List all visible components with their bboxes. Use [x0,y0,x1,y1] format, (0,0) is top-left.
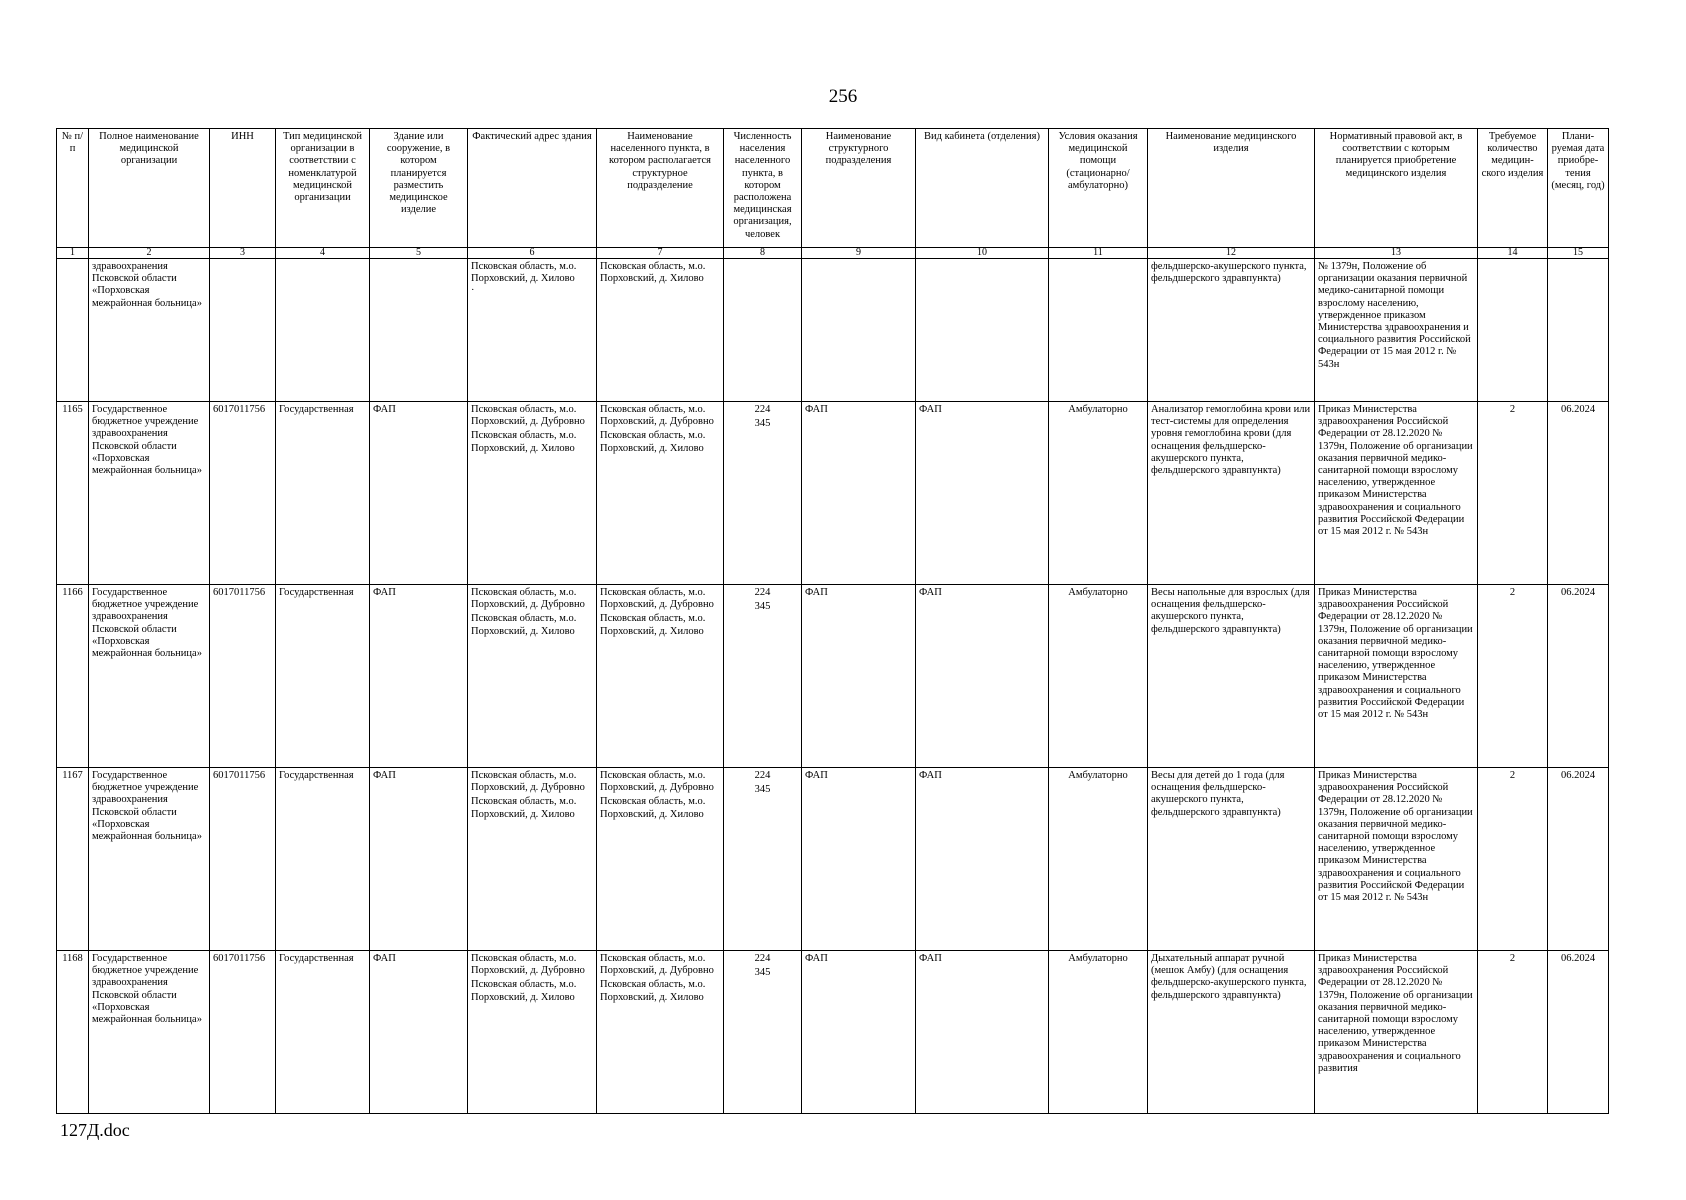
population-value: 224 [754,770,771,781]
cell-settlement [597,768,724,951]
cell-address [468,951,597,1114]
address-line: Псковская область, м.о. Порховский, д. Дубровно [471,770,585,794]
cell-population [724,402,802,585]
cell-act: Приказ Министерства здравоохранения Российской Федерации от 28.12.2020 № 1379н, Положение об организации оказания первичной медико-санитарной помощи взрослому населению, утвержденное приказом Министерства здравоохранения и социального развития Российской Федерации от 15 мая 2012 г. № 543н [1315,768,1478,951]
cell-population [724,951,802,1114]
cell-date: 06.2024 [1548,768,1609,951]
header-cell: Полное наименование медицинской организации [89,129,210,248]
cell-device: Весы для детей до 1 года (для оснащения фельдшерско-акушерского пункта, фельдшерского здравпункта) [1148,768,1315,951]
cell-building [370,259,468,402]
settlement-line: Псковская область, м.о. Порховский, д. Дубровно [600,770,714,794]
cell-date [1548,259,1609,402]
header-cell: Вид кабинета (отделения) [916,129,1049,248]
continuation-row [57,259,1609,402]
address-line: Псковская область, м.о. Порховский, д. Хилово [471,613,577,637]
header-cell: Численность населения населенного пункта, в котором расположена медицинская организация, человек [724,129,802,248]
cell-act: Приказ Министерства здравоохранения Российской Федерации от 28.12.2020 № 1379н, Положение об организации оказания первичной медико-санитарной помощи взрослому населению, утвержденное приказом Министерства здравоохранения и социального развития Российской Федерации от 15 мая 2012 г. № 543н [1315,402,1478,585]
cell-type: Государственная [276,402,370,585]
cell-num: 1166 [57,585,89,768]
equipment-table [56,128,1609,1114]
cell-unit: ФАП [802,951,916,1114]
settlement-line: Псковская область, м.о. Порховский, д. Хилово [600,613,706,637]
address-line: Псковская область, м.о. Порховский, д. Хилово [471,430,577,454]
address-text: Псковская область, м.о. Порховский, д. Хилово [471,261,577,285]
cell-device: фельдшерско-акушерского пункта, фельдшерского здравпункта) [1148,259,1315,402]
population-value: 345 [754,418,771,430]
cell-cabinet: ФАП [916,585,1049,768]
population-value: 345 [754,967,771,979]
cell-inn [210,259,276,402]
cell-num [57,259,89,402]
cell-type [276,259,370,402]
header-cell: ИНН [210,129,276,248]
header-cell: Наименование медицинского изделия [1148,129,1315,248]
cell-address [468,259,597,402]
column-number: 2 [89,248,210,259]
header-cell: Здание или сооружение, в котором планируется разместить медицинское изделие [370,129,468,248]
cell-num: 1168 [57,951,89,1114]
cell-settlement [597,951,724,1114]
cell-num: 1167 [57,768,89,951]
header-cell: № п/п [57,129,89,248]
cell-cabinet: ФАП [916,402,1049,585]
column-number: 11 [1049,248,1148,259]
cell-device: Весы напольные для взрослых (для оснащения фельдшерско-акушерского пункта, фельдшерского здравпункта) [1148,585,1315,768]
population-value: 224 [754,404,771,415]
cell-population [724,259,802,402]
column-number: 1 [57,248,89,259]
column-number: 5 [370,248,468,259]
column-number: 7 [597,248,724,259]
table-row [57,402,1609,585]
header-cell: Наименование населенного пункта, в котором располагается структурное подразделение [597,129,724,248]
cell-date: 06.2024 [1548,402,1609,585]
cell-num: 1165 [57,402,89,585]
column-number: 10 [916,248,1049,259]
column-number: 8 [724,248,802,259]
cell-act: Приказ Министерства здравоохранения Российской Федерации от 28.12.2020 № 1379н, Положение об организации оказания первичной медико-санитарной помощи взрослому населению, утвержденное приказом Министерства здравоохранения и социального развития Российской Федерации от 15 мая 2012 г. № 543н [1315,585,1478,768]
column-number: 3 [210,248,276,259]
cell-inn: 6017011756 [210,768,276,951]
cell-unit: ФАП [802,585,916,768]
cell-date: 06.2024 [1548,951,1609,1114]
address-line: Псковская область, м.о. Порховский, д. Дубровно [471,953,585,977]
cell-building: ФАП [370,768,468,951]
settlement-line: Псковская область, м.о. Порховский, д. Дубровно [600,404,714,428]
cell-type: Государственная [276,951,370,1114]
cell-act: № 1379н, Положение об организации оказания первичной медико-санитарной помощи взрослому населению, утвержденное приказом Министерства здравоохранения и социального развития Российской Федерации от 15 мая 2012 г. № 543н [1315,259,1478,402]
address-line: Псковская область, м.о. Порховский, д. Дубровно [471,404,585,428]
population-value: 345 [754,601,771,613]
header-row [57,129,1609,248]
cell-conditions: Амбулаторно [1049,951,1148,1114]
table-row [57,585,1609,768]
column-number: 4 [276,248,370,259]
cell-population [724,585,802,768]
column-number: 15 [1548,248,1609,259]
column-number: 6 [468,248,597,259]
cell-address [468,585,597,768]
address-line: Псковская область, м.о. Порховский, д. Хилово [471,796,577,820]
cell-address [468,768,597,951]
footer-filename: 127Д.doc [60,1120,130,1140]
cell-org: Государственное бюджетное учреждение здравоохранения Псковской области «Порховская межрайонная больница» [89,402,210,585]
population-value: 224 [754,953,771,964]
cell-unit: ФАП [802,402,916,585]
address-line: Псковская область, м.о. Порховский, д. Хилово [471,979,577,1003]
cell-cabinet: ФАП [916,951,1049,1114]
cell-inn: 6017011756 [210,951,276,1114]
settlement-line: Псковская область, м.о. Порховский, д. Хилово [600,979,706,1003]
column-number: 13 [1315,248,1478,259]
cell-org: здравоохранения Псковской области «Порховская межрайонная больница» [89,259,210,402]
cell-conditions: Амбулаторно [1049,402,1148,585]
column-number: 14 [1478,248,1548,259]
cell-device: Дыхательный аппарат ручной (мешок Амбу) (для оснащения фельдшерско-акушерского пункта, фельдшерского здравпункта) [1148,951,1315,1114]
cell-settlement [597,402,724,585]
cell-population [724,768,802,951]
population-value: 224 [754,587,771,598]
cell-cabinet: ФАП [916,768,1049,951]
header-cell: Плани-руемая дата приобре-тения (месяц, год) [1548,129,1609,248]
cell-type: Государственная [276,585,370,768]
page-number: 256 [828,86,858,107]
cell-settlement: Псковская область, м.о. Порховский, д. Хилово [597,259,724,402]
cell-date: 06.2024 [1548,585,1609,768]
header-cell: Тип медицинской организации в соответствии с номенклатурой медицинской организации [276,129,370,248]
cell-org: Государственное бюджетное учреждение здравоохранения Псковской области «Порховская межрайонная больница» [89,585,210,768]
cell-conditions [1049,259,1148,402]
header-cell: Условия оказания медицинской помощи (стационарно/ амбулаторно) [1049,129,1148,248]
cell-inn: 6017011756 [210,585,276,768]
address-line: Псковская область, м.о. Порховский, д. Дубровно [471,587,585,611]
header-cell: Требуемое количество медицин-ского изделия [1478,129,1548,248]
header-cell: Наименование структурного подразделения [802,129,916,248]
cell-unit: ФАП [802,768,916,951]
settlement-line: Псковская область, м.о. Порховский, д. Хилово [600,796,706,820]
cell-building: ФАП [370,402,468,585]
header-cell: Нормативный правовой акт, в соответствии с которым планируется приобретение медицинского изделия [1315,129,1478,248]
population-value: 345 [754,784,771,796]
cell-qty: 2 [1478,951,1548,1114]
settlement-line: Псковская область, м.о. Порховский, д. Хилово [600,430,706,454]
cell-qty: 2 [1478,585,1548,768]
cell-conditions: Амбулаторно [1049,768,1148,951]
table-row [57,768,1609,951]
cell-settlement [597,585,724,768]
cell-address [468,402,597,585]
cell-qty: 2 [1478,768,1548,951]
cell-building: ФАП [370,951,468,1114]
stray-dot: · [471,285,475,297]
cell-unit [802,259,916,402]
table-row [57,951,1609,1114]
column-number-row [57,248,1609,259]
cell-building: ФАП [370,585,468,768]
cell-act: Приказ Министерства здравоохранения Российской Федерации от 28.12.2020 № 1379н, Положение об организации оказания первичной медико-санитарной помощи взрослому населению, утвержденное приказом Министерства здравоохранения и социального развития [1315,951,1478,1114]
cell-qty: 2 [1478,402,1548,585]
cell-inn: 6017011756 [210,402,276,585]
column-number: 9 [802,248,916,259]
cell-cabinet [916,259,1049,402]
cell-org: Государственное бюджетное учреждение здравоохранения Псковской области «Порховская межрайонная больница» [89,768,210,951]
cell-device: Анализатор гемоглобина крови или тест-системы для определения уровня гемоглобина крови (для оснащения фельдшерско-акушерского пункта, фельдшерского здравпункта) [1148,402,1315,585]
column-number: 12 [1148,248,1315,259]
cell-qty [1478,259,1548,402]
settlement-line: Псковская область, м.о. Порховский, д. Дубровно [600,587,714,611]
cell-type: Государственная [276,768,370,951]
cell-conditions: Амбулаторно [1049,585,1148,768]
header-cell: Фактический адрес здания [468,129,597,248]
cell-org: Государственное бюджетное учреждение здравоохранения Псковской области «Порховская межрайонная больница» [89,951,210,1114]
settlement-line: Псковская область, м.о. Порховский, д. Дубровно [600,953,714,977]
